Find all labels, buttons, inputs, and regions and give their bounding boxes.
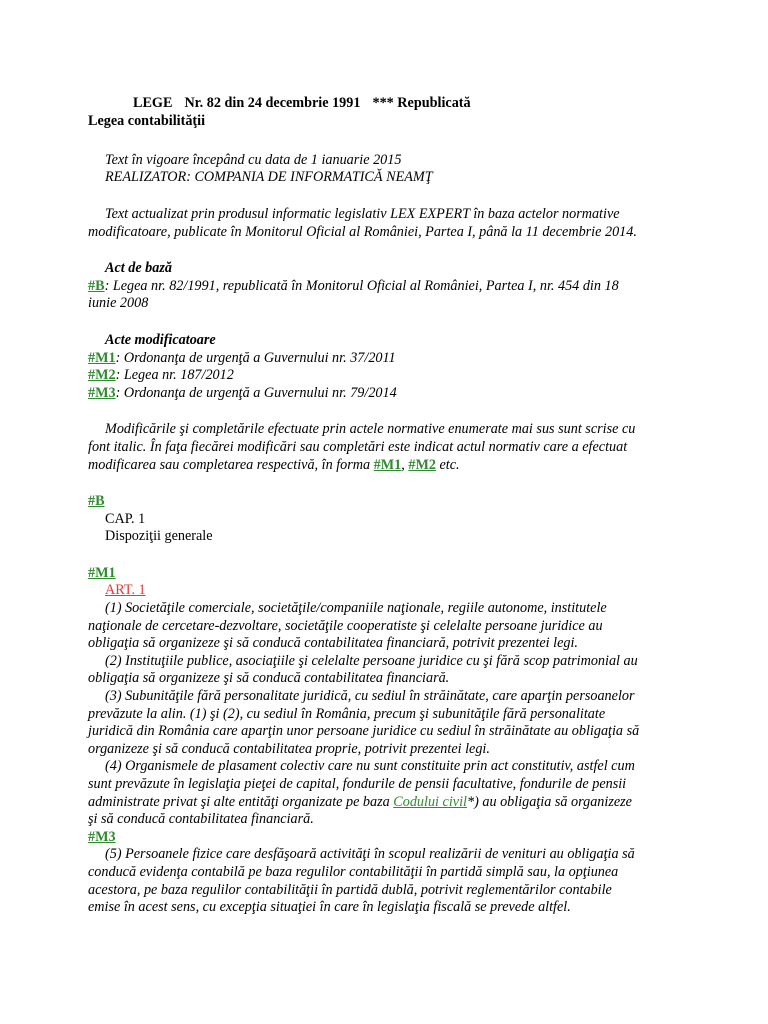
art1-p1-line: naţionale de cercetare-dezvoltare, societăţile cooperatiste şi celelalte persoane juridice au xyxy=(88,617,603,634)
realizator-line: REALIZATOR: COMPANIA DE INFORMATICĂ NEAMŢ xyxy=(105,169,433,186)
note-line-3: modificarea sau completarea respectivă, în forma #M1, #M2 etc. xyxy=(88,456,460,473)
art1-p3-line: prevăzute la alin. (1) şi (2), cu sediul în România, precum şi subunităţile fără personalitate xyxy=(88,705,606,722)
article-label xyxy=(88,582,688,600)
m3-tag-link[interactable]: #M3 xyxy=(88,828,116,845)
chapter-label: CAP. 1 xyxy=(105,510,146,527)
acte-mod-heading: Acte modificatoare xyxy=(105,331,216,348)
law-title: Legea contabilităţii xyxy=(88,112,206,129)
law-number: Nr. 82 din 24 decembrie 1991 xyxy=(184,95,361,111)
republished-label: *** Republicată xyxy=(372,95,471,111)
art1-p4-line: administrate privat şi alte entităţi organizate pe baza Codului civil*) au obligaţia să organizeze xyxy=(88,793,632,810)
art1-p3-line: juridică din România care aparţin unor persoane juridice cu sediul în străinătate au obligaţia să xyxy=(88,723,640,740)
act-baza-heading: Act de bază xyxy=(105,260,172,277)
art1-p5-line: (5) Persoanele fizice care desfăşoară activităţi în scopul realizării de venituri au obligaţia să xyxy=(105,846,635,863)
note-tag-m1-link[interactable]: #M1 xyxy=(373,456,402,473)
art1-p4-line: şi să conducă contabilitatea financiară. xyxy=(88,811,314,828)
act-baza-line-1: #B: Legea nr. 82/1991, republicată în Monitorul Oficial al României, Partea I, nr. 454 din 18 xyxy=(88,277,619,294)
actualizat-line-2: modificatoare, publicate în Monitorul Oficial al României, Partea I, până la 11 decembrie 2014. xyxy=(88,223,637,240)
art1-p1-line: obligaţia să organizeze şi să conducă contabilitatea financiară, potrivit prezentei legi. xyxy=(88,635,578,652)
cap-tag-b-link[interactable]: #B xyxy=(88,493,105,510)
actualizat-line-1: Text actualizat prin produsul informatic legislativ LEX EXPERT în baza actelor normative xyxy=(105,205,620,222)
art1-p1-line: (1) Societăţile comerciale, societăţile/companiile naţionale, regiile autonome, institutele xyxy=(105,600,607,617)
m3-tag xyxy=(88,829,688,847)
art1-p5-line: emise în acest sens, cu excepţia situaţiei în care în legislaţia fiscală se prevede altfel. xyxy=(88,899,571,916)
art1-tag-m1-link[interactable]: #M1 xyxy=(88,564,116,581)
art1-p3-line: organizeze şi să conducă contabilitatea proprie, potrivit prezentei legi. xyxy=(88,740,490,757)
law-type: LEGE xyxy=(133,95,173,111)
art1-p2-line: obligaţia să organizeze şi să conducă contabilitatea financiară. xyxy=(88,670,450,687)
acte-mod-item: #M2: Legea nr. 187/2012 xyxy=(88,367,234,384)
art1-p2-line: (2) Instituţiile publice, asociaţiile şi celelalte persoane juridice cu şi fără scop patrimonial au xyxy=(105,652,638,669)
tag-m1-link[interactable]: #M1 xyxy=(88,349,116,366)
art1-p5-line: acestora, pe baza regulilor contabilităţii în partidă dublă, potrivit reglementărilor contabile xyxy=(88,881,612,898)
art1-p4-line: (4) Organismele de plasament colectiv care nu sunt constituite prin act constitutiv, astfel cum xyxy=(105,758,635,775)
art1-p4-line: sunt prevăzute în legislaţia pieţei de capital, fondurile de pensii facultative, fondurile de pensii xyxy=(88,776,627,792)
tag-b-link[interactable]: #B xyxy=(88,277,105,294)
art1-p5-line: conducă evidenţa contabilă pe baza regulilor contabilităţii în partidă simplă sau, la opţiunea xyxy=(88,863,619,880)
vigoare-line: Text în vigoare începând cu data de 1 ianuarie 2015 xyxy=(105,151,402,168)
acte-mod-item: #M3: Ordonanţa de urgenţă a Guvernului nr. 79/2014 xyxy=(88,384,397,401)
note-tag-m2-link[interactable]: #M2 xyxy=(408,456,436,473)
art1-link[interactable]: ART. 1 xyxy=(105,582,146,599)
chapter-title: Dispoziţii generale xyxy=(105,528,213,545)
art1-p3-line: (3) Subunităţile fără personalitate juridică, cu sediul în străinătate, care aparţin persoanelor xyxy=(105,688,635,705)
law-header xyxy=(88,95,688,113)
document-content xyxy=(88,95,688,917)
tag-m2-link[interactable]: #M2 xyxy=(88,367,116,384)
cap-tag xyxy=(88,493,688,511)
note-line-1: Modificările şi completările efectuate prin actele normative enumerate mai sus sunt scrise cu xyxy=(105,421,636,438)
act-baza-line-2: iunie 2008 xyxy=(88,295,149,312)
tag-m3-link[interactable]: #M3 xyxy=(88,384,116,401)
art1-tag xyxy=(88,565,688,583)
codul-civil-link[interactable]: Codului civil xyxy=(393,793,467,810)
acte-mod-item: #M1: Ordonanţa de urgenţă a Guvernului nr. 37/2011 xyxy=(88,349,396,366)
note-line-2: font italic. În faţa fiecărei modificări sau completări este indicat actul normativ care a efectuat xyxy=(88,438,628,455)
